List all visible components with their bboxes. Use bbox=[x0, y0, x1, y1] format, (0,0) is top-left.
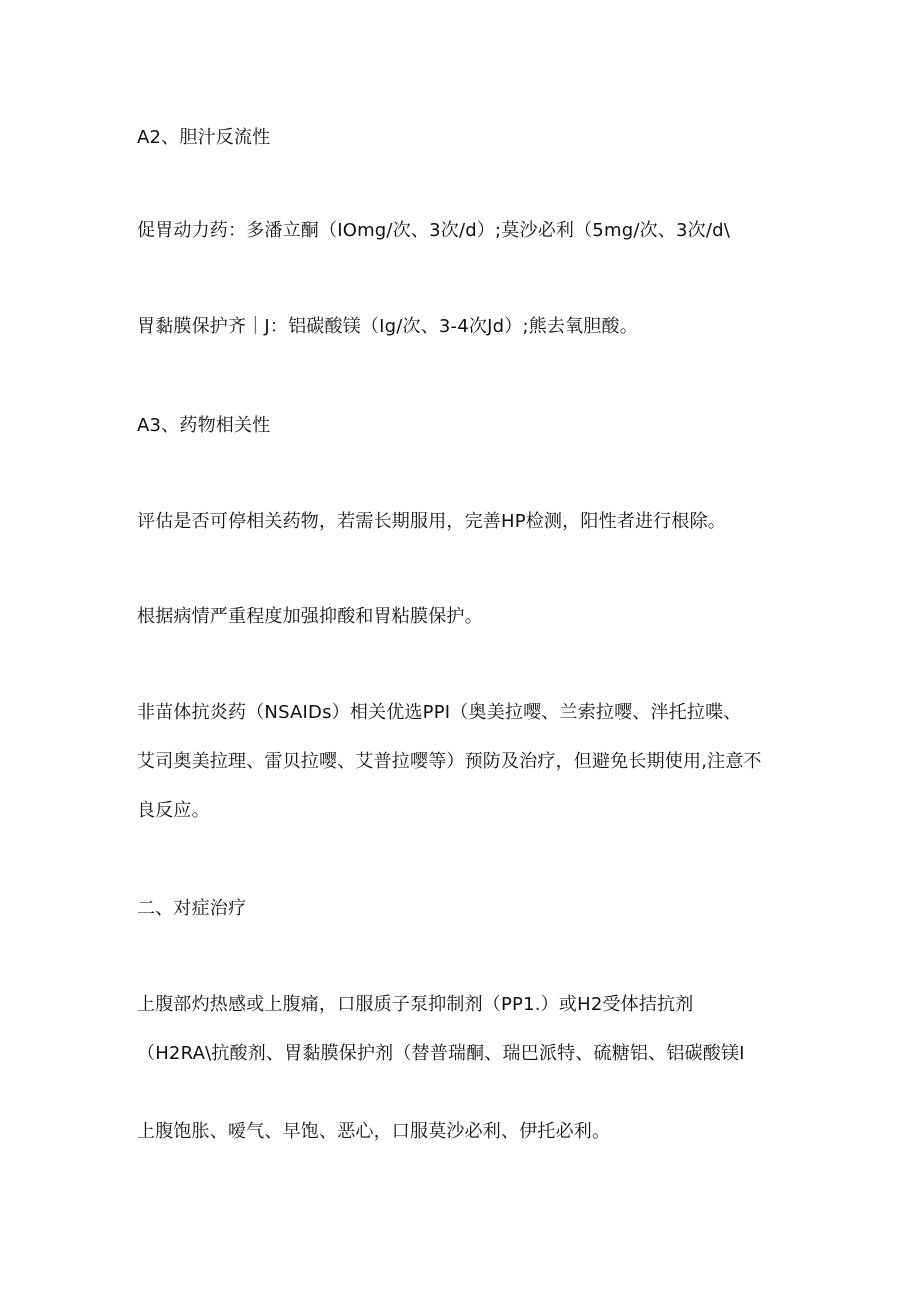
paragraph-acid-suppression: 根据病情严重程度加强抑酸和胃粘膜保护。 bbox=[137, 606, 483, 627]
paragraph-prokinetic-drugs: 促胃动力药：多潘立酮（IOmg/次、3次/d）;莫沙必利（5mg/次、3次/d\ bbox=[137, 220, 730, 241]
paragraph-epigastric-pain-line-1: 上腹部灼热感或上腹痛，口服质子泵抑制剂（PP1.）或H2受体拮抗剂 bbox=[137, 994, 694, 1015]
paragraph-mucosal-protectants: 胃黏膜保护齐｜J：铝碳酸镁（Ig/次、3-4次Jd）;熊去氧胆酸。 bbox=[137, 316, 638, 337]
paragraph-nsaids-line-3: 良反应。 bbox=[137, 800, 210, 821]
paragraph-nsaids-line-2: 艾司奥美拉理、雷贝拉嘤、艾普拉嘤等）预防及治疗，但避免长期使用,注意不 bbox=[137, 751, 762, 772]
paragraph-nsaids-line-1: 非苗体抗炎药（NSAIDs）相关优选PPI（奥美拉嘤、兰索拉嘤、泮托拉喋、 bbox=[137, 702, 742, 723]
paragraph-epigastric-pain-line-2: （H2RA\抗酸剂、胃黏膜保护剂（替普瑞酮、瑞巴派特、硫糖铝、铝碳酸镁I bbox=[137, 1043, 745, 1064]
paragraph-evaluate-drugs: 评估是否可停相关药物，若需长期服用，完善HP检测，阳性者进行根除。 bbox=[137, 511, 726, 532]
heading-symptomatic-treatment: 二、对症治疗 bbox=[137, 898, 247, 919]
heading-bile-reflux: A2、胆汁反流性 bbox=[137, 127, 271, 148]
heading-drug-related: A3、药物相关性 bbox=[137, 415, 271, 436]
paragraph-bloating: 上腹饱胀、嗳气、早饱、恶心，口服莫沙必利、伊托必利。 bbox=[137, 1121, 611, 1142]
